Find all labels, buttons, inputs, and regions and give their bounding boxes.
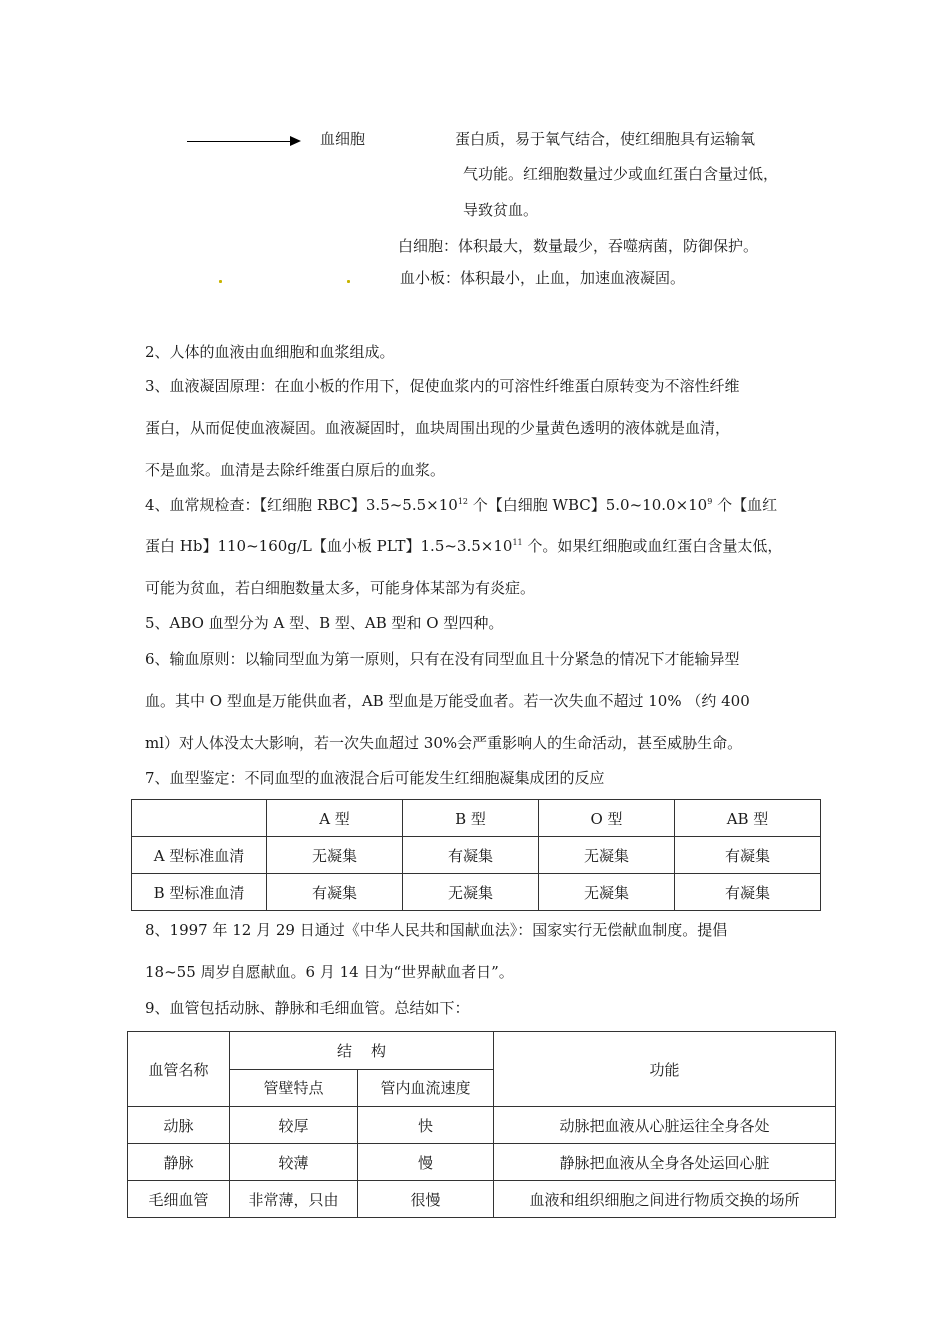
table-cell: 静脉	[128, 1144, 230, 1181]
table-cell: 非常薄，只由	[230, 1181, 358, 1218]
table-cell: 动脉	[128, 1107, 230, 1144]
table-cell: 快	[358, 1107, 494, 1144]
table-row	[128, 1181, 836, 1218]
para-3-line-3: 不是血浆。血清是去除纤维蛋白原后的血浆。	[145, 461, 446, 479]
table-cell: 有凝集	[675, 874, 821, 911]
vessel-table	[127, 1031, 836, 1218]
arrow-head-icon	[290, 136, 301, 146]
blood-cell-label: 血细胞	[320, 130, 366, 148]
para-2: 2、人体的血液由血细胞和血浆组成。	[145, 343, 395, 361]
table-cell: 慢	[358, 1144, 494, 1181]
table-row	[132, 837, 821, 874]
table-row	[128, 1107, 836, 1144]
table-cell: 管内血流速度	[358, 1069, 494, 1107]
table-cell: 动脉把血液从心脏运往全身各处	[494, 1107, 836, 1144]
para-8-line-2: 18~55 周岁自愿献血。6 月 14 日为“世界献血者日”。	[145, 963, 514, 981]
rbc-text-line-1: 蛋白质，易于氧气结合，使红细胞具有运输氧	[455, 130, 756, 148]
para-4-line-3: 可能为贫血，若白细胞数量太多，可能身体某部为有炎症。	[145, 579, 536, 597]
para-5: 5、ABO 血型分为 A 型、B 型、AB 型和 O 型四种。	[145, 614, 504, 632]
para-6-line-2: 血。其中 O 型血是万能供血者，AB 型血是万能受血者。若一次失血不超过 10% （约 400	[145, 692, 750, 710]
para-4-line-1: 4、血常规检查：【红细胞 RBC】$3.5\sim 5.5\times 10^{12}$ 个【白细胞 WBC】$5.0\sim 10.0\times 10^9$ 个【血红	[145, 496, 778, 514]
table-cell: 无凝集	[267, 837, 403, 874]
table-cell: 无凝集	[539, 837, 675, 874]
blood-type-table	[131, 799, 821, 911]
table-cell: 管壁特点	[230, 1069, 358, 1107]
table-row	[132, 874, 821, 911]
para-4-line-2: 蛋白 Hb】110~160g/L【血小板 PLT】$1.5\sim 3.5\times 10^{11}$ 个。如果红细胞或血红蛋白含量太低，	[145, 537, 783, 555]
table-cell: 毛细血管	[128, 1181, 230, 1218]
table-cell: AB 型	[675, 800, 821, 837]
table-cell: 有凝集	[403, 837, 539, 874]
rbc-text-line-2: 气功能。红细胞数量过少或血红蛋白含量过低，	[463, 165, 779, 183]
para-3-line-1: 3、血液凝固原理：在血小板的作用下，促使血浆内的可溶性纤维蛋白原转变为不溶性纤维	[145, 377, 740, 395]
table-cell: O 型	[539, 800, 675, 837]
table-cell: 有凝集	[675, 837, 821, 874]
rbc-text-line-3: 导致贫血。	[463, 201, 539, 219]
table-cell: 无凝集	[403, 874, 539, 911]
wbc-text: 白细胞：体积最大，数量最少，吞噬病菌，防御保护。	[398, 237, 759, 255]
para-3-line-2: 蛋白，从而促使血液凝固。血液凝固时，血块周围出现的少量黄色透明的液体就是血清，	[145, 419, 731, 437]
table-cell: 结 构	[230, 1032, 494, 1070]
arrow-line	[187, 141, 291, 142]
mark-dot	[219, 280, 222, 283]
para-6-line-1: 6、输血原则：以输同型血为第一原则，只有在没有同型血且十分紧急的情况下才能输异型	[145, 650, 740, 668]
table-cell: 血管名称	[128, 1032, 230, 1107]
table-cell: 血液和组织细胞之间进行物质交换的场所	[494, 1181, 836, 1218]
table-cell: B 型标准血清	[132, 874, 267, 911]
table-cell: A 型	[267, 800, 403, 837]
table-cell: B 型	[403, 800, 539, 837]
table-cell: 很慢	[358, 1181, 494, 1218]
table-cell: 功能	[494, 1032, 836, 1107]
table-cell: 无凝集	[539, 874, 675, 911]
table-cell: 较厚	[230, 1107, 358, 1144]
table-row	[128, 1144, 836, 1181]
mark-dot	[347, 280, 350, 283]
para-9: 9、血管包括动脉、静脉和毛细血管。总结如下：	[145, 999, 470, 1017]
table-cell	[132, 800, 267, 837]
para-8-line-1: 8、1997 年 12 月 29 日通过《中华人民共和国献血法》：国家实行无偿献血制度。提倡	[145, 921, 728, 939]
platelet-text: 血小板：体积最小，止血，加速血液凝固。	[400, 269, 686, 287]
table-cell: 静脉把血液从全身各处运回心脏	[494, 1144, 836, 1181]
table-cell: 有凝集	[267, 874, 403, 911]
table-cell: 较薄	[230, 1144, 358, 1181]
table-header-row	[132, 800, 821, 837]
table-header-row	[128, 1032, 836, 1070]
para-6-line-3: ml）对人体没太大影响，若一次失血超过 30%会严重影响人的生命活动，甚至威胁生命。	[145, 734, 743, 752]
para-7: 7、血型鉴定：不同血型的血液混合后可能发生红细胞凝集成团的反应	[145, 769, 605, 787]
table-cell: A 型标准血清	[132, 837, 267, 874]
